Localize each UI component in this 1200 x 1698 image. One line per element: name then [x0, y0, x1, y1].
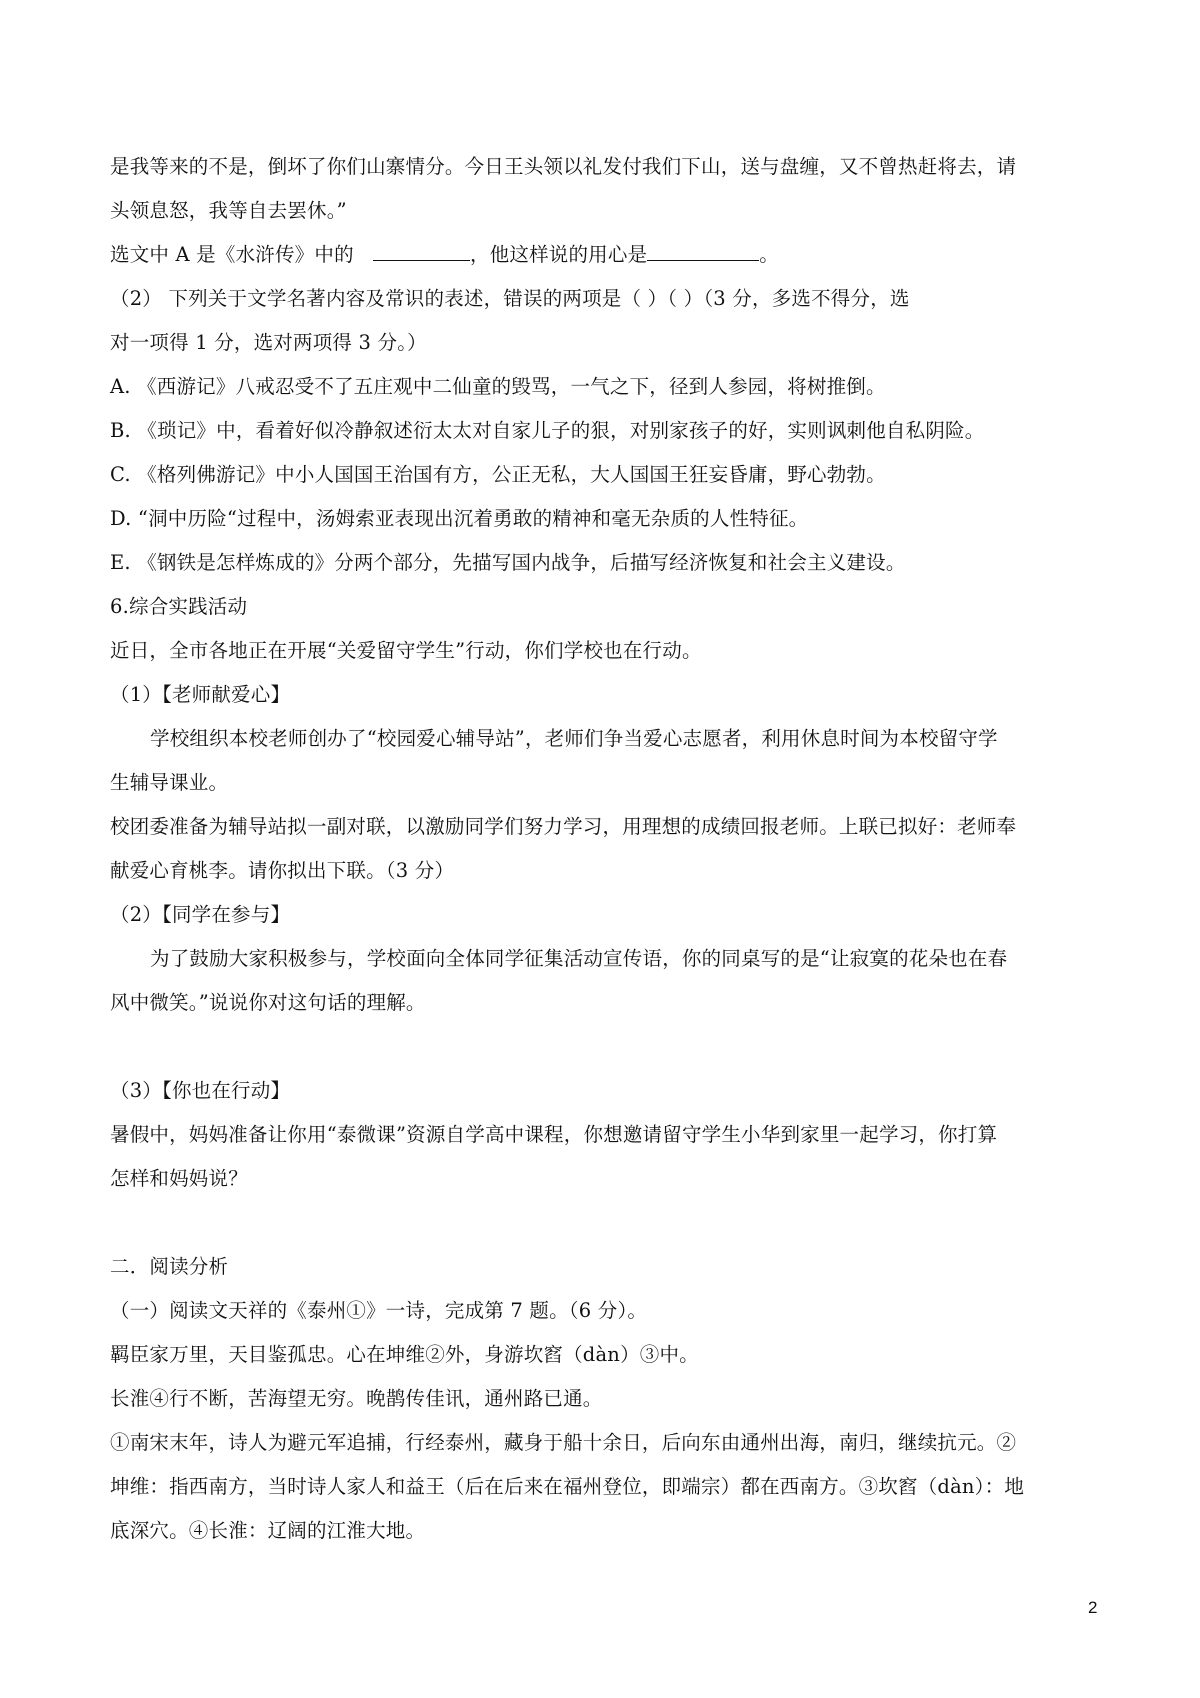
- q5-text-line: 头领息怒，我等自去罢休。”: [110, 199, 347, 222]
- q6-sub3-paragraph: 暑假中，妈妈准备让你用“泰微课”资源自学高中课程，你想邀请留守学生小华到家里一起学习，你打算: [110, 1123, 998, 1146]
- poem-line: 长淮④行不断，苦海望无穷。晚鹊传佳讯，通州路已通。: [110, 1387, 603, 1410]
- q6-sub1-paragraph: 学校组织本校老师创办了“校园爱心辅导站”，老师们争当爱心志愿者，利用休息时间为本校留守学: [150, 727, 998, 750]
- option-b: B. 《琐记》中，看着好似冷静叙述衍太太对自家儿子的狠，对别家孩子的好，实则讽刺他自私阴险。: [110, 419, 985, 442]
- q5-2-stem-line: 对一项得 1 分，选对两项得 3 分。）: [110, 331, 427, 354]
- page-number: 2: [1088, 1598, 1098, 1617]
- q6-sub2-heading: （2）【同学在参与】: [110, 903, 291, 926]
- poem-line: 羁臣家万里，天目鉴孤忠。心在坤维②外，身游坎窞（dàn）③中。: [110, 1343, 699, 1366]
- poem-note: 坤维：指西南方，当时诗人家人和益王（后在后来在福州登位，即端宗）都在西南方。③坎窞（dàn）：地: [110, 1475, 1025, 1498]
- part2-subtitle: （一）阅读文天祥的《泰州①》一诗，完成第 7 题。（6 分）。: [110, 1299, 648, 1322]
- option-e: E. 《钢铁是怎样炼成的》分两个部分，先描写国内战争，后描写经济恢复和社会主义建设。: [110, 551, 906, 574]
- q6-title: 6.综合实践活动: [110, 595, 248, 618]
- option-a: A. 《西游记》八戒忍受不了五庄观中二仙童的毁骂，一气之下，径到人参园，将树推倒。: [110, 375, 886, 398]
- page-content: [110, 145, 1100, 1553]
- q6-sub2-paragraph: 风中微笑。”说说你对这句话的理解。: [110, 991, 426, 1014]
- answer-space[interactable]: [110, 1201, 1100, 1245]
- poem-note: ①南宋末年，诗人为避元军追捕，行经泰州，藏身于船十余日，后向东由通州出海，南归，继续抗元。②: [110, 1431, 1017, 1454]
- q5-fill-suffix: 。: [759, 243, 779, 266]
- q5-fill-middle: ，他这样说的用心是: [469, 243, 648, 266]
- q6-intro: 近日，全市各地正在开展“关爱留守学生”行动，你们学校也在行动。: [110, 639, 702, 662]
- poem-note: 底深穴。④长淮：辽阔的江淮大地。: [110, 1519, 426, 1542]
- option-c: C. 《格列佛游记》中小人国国王治国有方，公正无私，大人国国王狂妄昏庸，野心勃勃。: [110, 463, 886, 486]
- q6-sub3-paragraph: 怎样和妈妈说？: [110, 1167, 248, 1190]
- q5-fill-prefix: 选文中 A 是《水浒传》中的: [110, 243, 354, 266]
- q5-2-stem-line: （2） 下列关于文学名著内容及常识的表述，错误的两项是（ ）（ ）（3 分，多选不得分，选: [110, 287, 910, 310]
- q6-sub2-paragraph: 为了鼓励大家积极参与，学校面向全体同学征集活动宣传语，你的同桌写的是“让寂寞的花朵也在春: [150, 947, 1008, 970]
- option-d: D. “洞中历险“过程中，汤姆索亚表现出沉着勇敢的精神和毫无杂质的人性特征。: [110, 507, 809, 530]
- q5-fill-question: [110, 233, 1100, 277]
- q6-sub1-heading: （1）【老师献爱心】: [110, 683, 291, 706]
- q6-sub1-task: 校团委准备为辅导站拟一副对联，以激励同学们努力学习，用理想的成绩回报老师。上联已拟好：老师奉: [110, 815, 1017, 838]
- q6-sub1-paragraph: 生辅导课业。: [110, 771, 229, 794]
- q6-sub1-task: 献爱心育桃李。请你拟出下联。（3 分）: [110, 859, 455, 882]
- part2-title: 二．阅读分析: [110, 1255, 229, 1278]
- answer-space[interactable]: [110, 1025, 1100, 1069]
- q6-sub3-heading: （3）【你也在行动】: [110, 1079, 291, 1102]
- answer-blank-2[interactable]: [647, 238, 759, 261]
- answer-blank-1[interactable]: [373, 238, 470, 261]
- q5-text-line: 是我等来的不是，倒坏了你们山寨情分。今日王头领以礼发付我们下山，送与盘缠，又不曾热赶将去，请: [110, 155, 1017, 178]
